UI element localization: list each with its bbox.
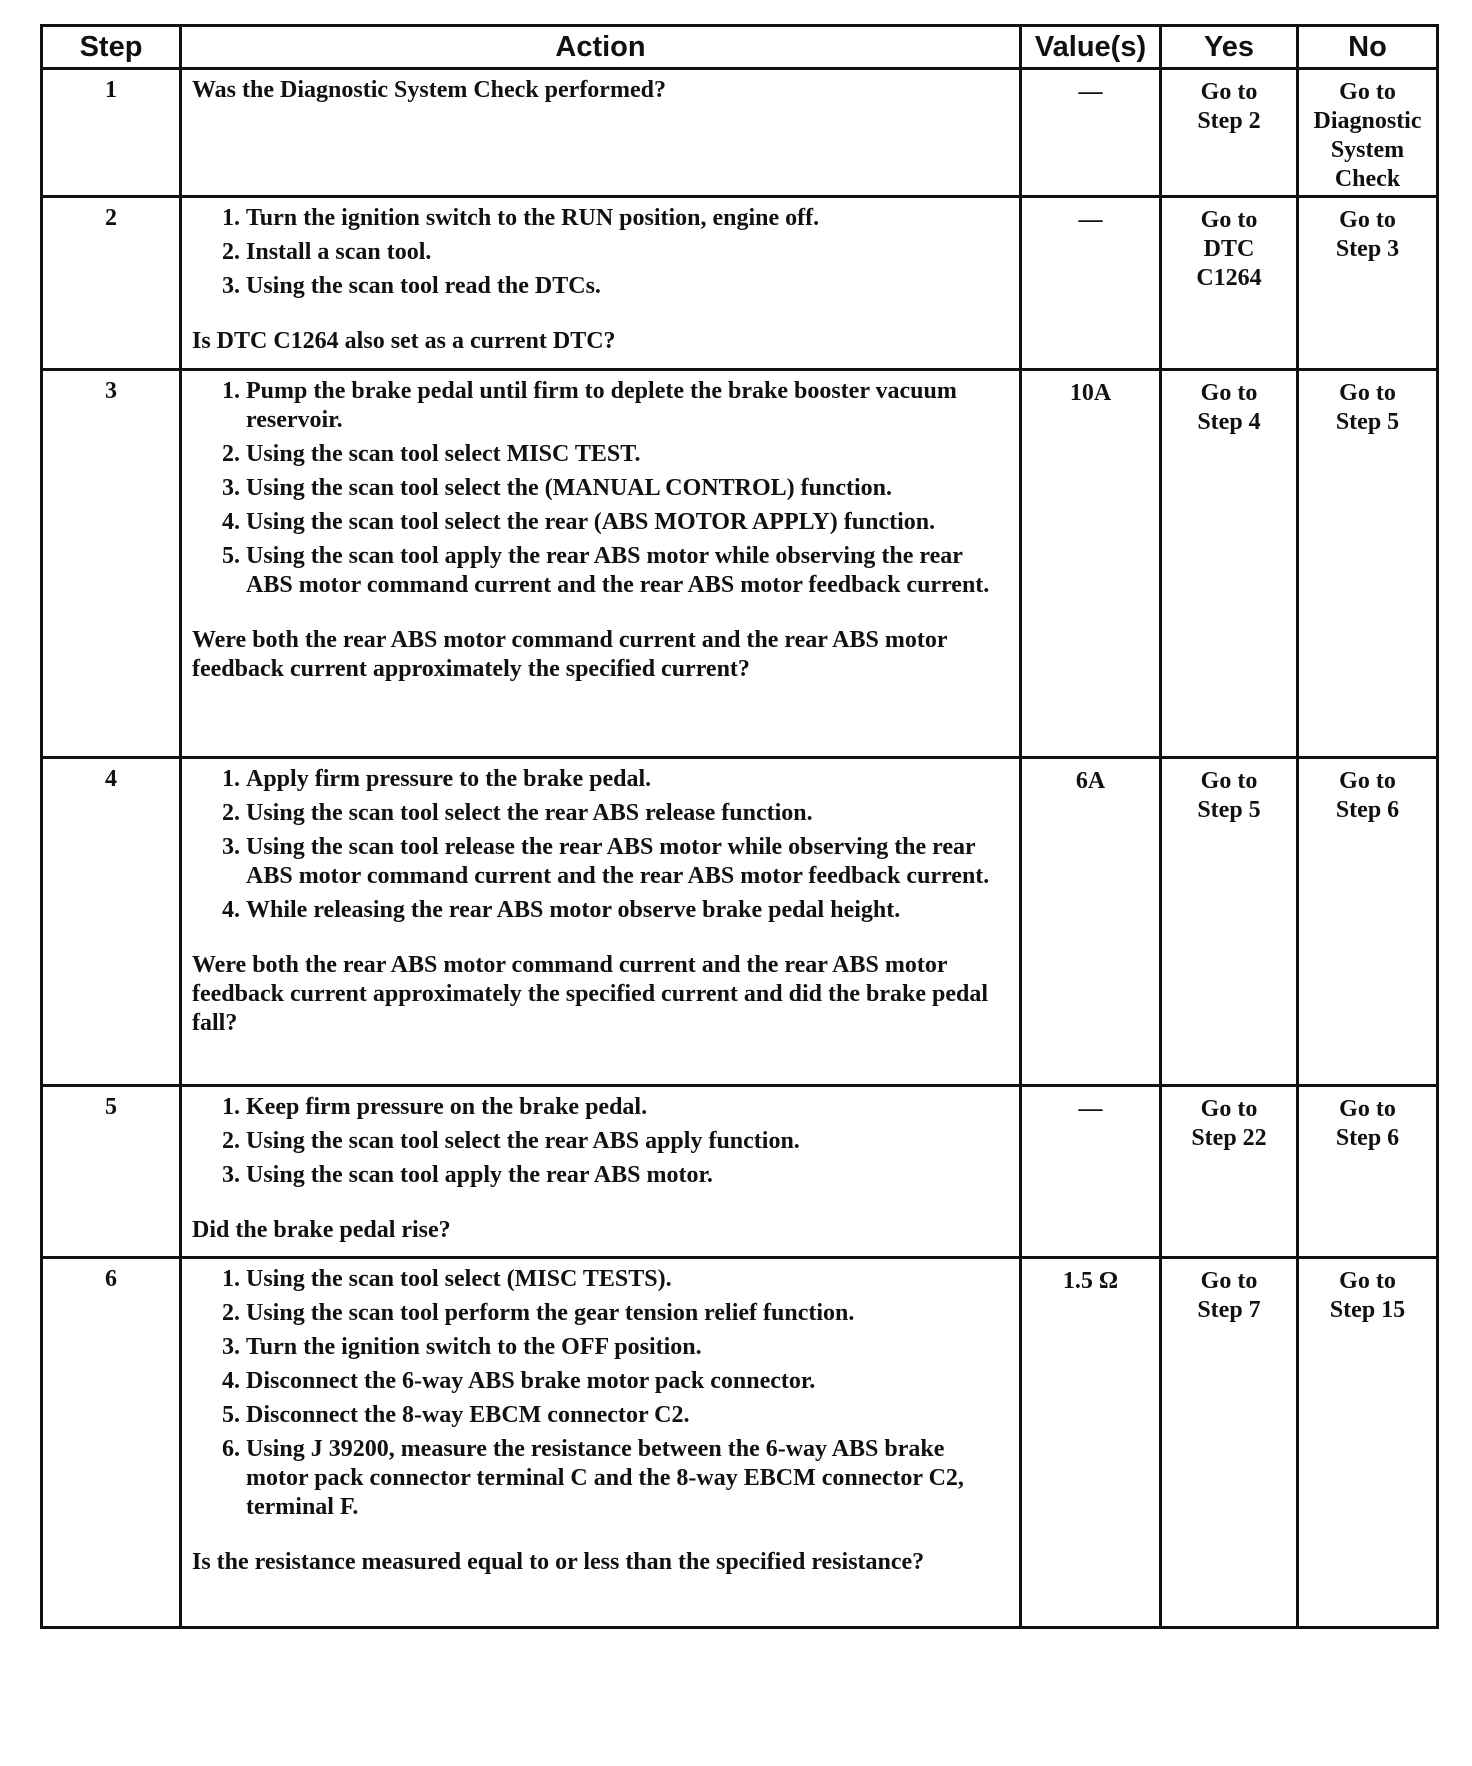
no-cell: Go to Step 3 — [1298, 197, 1438, 370]
header-values: Value(s) — [1021, 26, 1161, 69]
table-row — [42, 758, 1438, 1086]
diagnostic-table — [40, 24, 1439, 1629]
step-number: 4 — [42, 758, 181, 1086]
table-body — [42, 69, 1438, 1628]
value-cell: — — [1021, 69, 1161, 197]
instruction-item: 1. Keep firm pressure on the brake pedal. — [246, 1093, 1009, 1122]
header-no: No — [1298, 26, 1438, 69]
instruction-item: 2. Using the scan tool select MISC TEST. — [246, 440, 1009, 469]
action-cell — [181, 1086, 1021, 1258]
header-row — [42, 26, 1438, 69]
instruction-item: 3. Using the scan tool read the DTCs. — [246, 272, 1009, 301]
table-row — [42, 1086, 1438, 1258]
action-cell — [181, 1258, 1021, 1628]
value-cell: 10A — [1021, 370, 1161, 758]
no-cell: Go to Step 6 — [1298, 1086, 1438, 1258]
instruction-list — [192, 377, 1009, 600]
question-text: Was the Diagnostic System Check performed? — [192, 77, 666, 103]
question-text: Were both the rear ABS motor command current and the rear ABS motor feedback current approximately the specified current and did the brake pedal fall? — [192, 952, 988, 1036]
instruction-item: 2. Using the scan tool perform the gear tension relief function. — [246, 1299, 1009, 1328]
question-text: Were both the rear ABS motor command current and the rear ABS motor feedback current approximately the specified current? — [192, 627, 948, 682]
instruction-item: 3. Using the scan tool release the rear ABS motor while observing the rear ABS motor command current and the rear ABS motor feedback current. — [246, 833, 1009, 891]
step-number: 3 — [42, 370, 181, 758]
step-number: 5 — [42, 1086, 181, 1258]
value-cell: 1.5 Ω — [1021, 1258, 1161, 1628]
value-cell: 6A — [1021, 758, 1161, 1086]
yes-cell: Go to DTC C1264 — [1161, 197, 1298, 370]
no-cell: Go to Step 5 — [1298, 370, 1438, 758]
instruction-list — [192, 204, 1009, 301]
step-number: 6 — [42, 1258, 181, 1628]
instruction-item: 4. Using the scan tool select the rear (ABS MOTOR APPLY) function. — [246, 508, 1009, 537]
instruction-item: 6. Using J 39200, measure the resistance between the 6-way ABS brake motor pack connector terminal C and the 8-way EBCM connector C2, terminal F. — [246, 1435, 1009, 1522]
step-number: 1 — [42, 69, 181, 197]
instruction-item: 2. Install a scan tool. — [246, 238, 1009, 267]
header-step: Step — [42, 26, 181, 69]
table-row — [42, 197, 1438, 370]
table-row — [42, 370, 1438, 758]
instruction-item: 4. Disconnect the 6-way ABS brake motor pack connector. — [246, 1367, 1009, 1396]
instruction-list — [192, 1093, 1009, 1190]
no-cell: Go to Step 6 — [1298, 758, 1438, 1086]
instruction-item: 1. Using the scan tool select (MISC TESTS). — [246, 1265, 1009, 1294]
question-text: Did the brake pedal rise? — [192, 1217, 451, 1243]
instruction-item: 3. Using the scan tool select the (MANUAL CONTROL) function. — [246, 474, 1009, 503]
action-cell — [181, 758, 1021, 1086]
table-row — [42, 69, 1438, 197]
table-row — [42, 1258, 1438, 1628]
instruction-item: 5. Disconnect the 8-way EBCM connector C2. — [246, 1401, 1009, 1430]
yes-cell: Go to Step 5 — [1161, 758, 1298, 1086]
instruction-item: 3. Turn the ignition switch to the OFF position. — [246, 1333, 1009, 1362]
instruction-item: 1. Turn the ignition switch to the RUN position, engine off. — [246, 204, 1009, 233]
value-cell: — — [1021, 1086, 1161, 1258]
instruction-item: 4. While releasing the rear ABS motor observe brake pedal height. — [246, 896, 1009, 925]
diagnostic-table-sheet — [40, 24, 1436, 1629]
instruction-item: 1. Pump the brake pedal until firm to deplete the brake booster vacuum reservoir. — [246, 377, 1009, 435]
instruction-list — [192, 1265, 1009, 1522]
instruction-list — [192, 765, 1009, 925]
yes-cell: Go to Step 22 — [1161, 1086, 1298, 1258]
action-cell — [181, 69, 1021, 197]
header-yes: Yes — [1161, 26, 1298, 69]
no-cell: Go to Step 15 — [1298, 1258, 1438, 1628]
instruction-item: 2. Using the scan tool select the rear ABS release function. — [246, 799, 1009, 828]
action-cell — [181, 197, 1021, 370]
question-text: Is the resistance measured equal to or less than the specified resistance? — [192, 1549, 925, 1575]
question-text: Is DTC C1264 also set as a current DTC? — [192, 328, 616, 354]
action-cell — [181, 370, 1021, 758]
instruction-item: 3. Using the scan tool apply the rear ABS motor. — [246, 1161, 1009, 1190]
value-cell: — — [1021, 197, 1161, 370]
instruction-item: 2. Using the scan tool select the rear ABS apply function. — [246, 1127, 1009, 1156]
instruction-item: 5. Using the scan tool apply the rear ABS motor while observing the rear ABS motor command current and the rear ABS motor feedback current. — [246, 542, 1009, 600]
yes-cell: Go to Step 7 — [1161, 1258, 1298, 1628]
instruction-item: 1. Apply firm pressure to the brake pedal. — [246, 765, 1009, 794]
no-cell: Go to Diagnostic System Check — [1298, 69, 1438, 197]
yes-cell: Go to Step 2 — [1161, 69, 1298, 197]
yes-cell: Go to Step 4 — [1161, 370, 1298, 758]
step-number: 2 — [42, 197, 181, 370]
header-action: Action — [181, 26, 1021, 69]
